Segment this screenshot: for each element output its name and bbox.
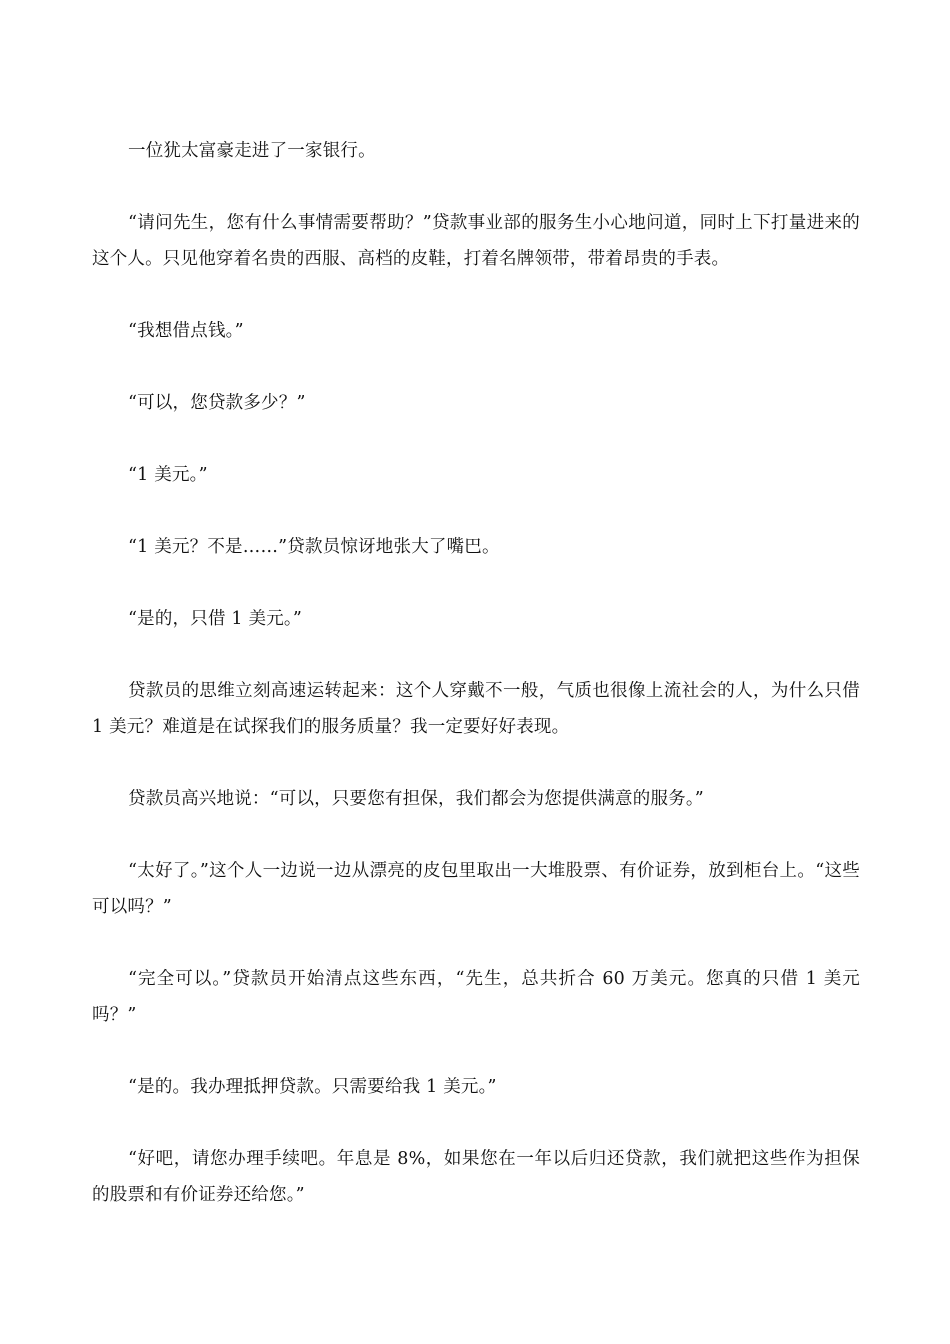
paragraph-1: 一位犹太富豪走进了一家银行。 [128, 141, 376, 161]
paragraph-5: “1 美元。” [128, 465, 208, 485]
paragraph-12: “是的。我办理抵押贷款。只需要给我 1 美元。” [128, 1077, 497, 1097]
paragraph-7: “是的，只借 1 美元。” [128, 609, 303, 629]
paragraph-9: 贷款员高兴地说：“可以，只要您有担保，我们都会为您提供满意的服务。” [128, 789, 704, 809]
paragraph-13: “好吧，请您办理手续吧。年息是 8%，如果您在一年以后归还贷款，我们就把这些作为担保的股票和有价证券还给您。” [92, 1149, 860, 1205]
paragraph-3: “我想借点钱。” [128, 321, 244, 341]
paragraph-11: “完全可以。”贷款员开始清点这些东西，“先生，总共折合 60 万美元。您真的只借 1 美元吗？” [92, 969, 860, 1025]
paragraph-10: “太好了。”这个人一边说一边从漂亮的皮包里取出一大堆股票、有价证券，放到柜台上。“这些可以吗？” [92, 861, 860, 917]
paragraph-2: “请问先生，您有什么事情需要帮助？”贷款事业部的服务生小心地问道，同时上下打量进来的这个人。只见他穿着名贵的西服、高档的皮鞋，打着名牌领带，带着昂贵的手表。 [92, 213, 860, 269]
paragraph-6: “1 美元？不是……”贷款员惊讶地张大了嘴巴。 [128, 537, 500, 557]
paragraph-4: “可以，您贷款多少？” [128, 393, 306, 413]
paragraph-8: 贷款员的思维立刻高速运转起来：这个人穿戴不一般，气质也很像上流社会的人，为什么只借 1 美元？难道是在试探我们的服务质量？我一定要好好表现。 [92, 681, 860, 737]
